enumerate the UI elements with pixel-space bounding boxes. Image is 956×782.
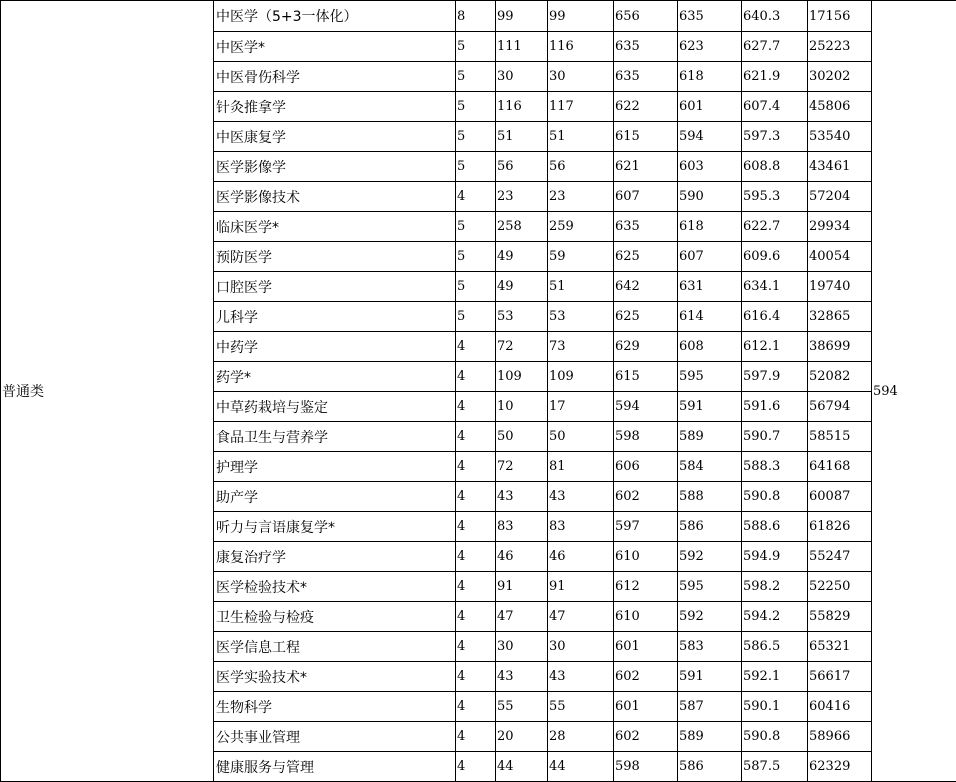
min-cell: 583 (678, 632, 742, 662)
admitted-cell: 259 (548, 212, 614, 242)
min-cell: 601 (678, 92, 742, 122)
category-cell: 普通类 (1, 1, 214, 782)
admitted-cell: 44 (548, 752, 614, 782)
years-cell: 5 (456, 212, 496, 242)
max-cell: 606 (614, 452, 678, 482)
avg-cell: 587.5 (742, 752, 808, 782)
table-row (1, 1, 956, 32)
max-cell: 612 (614, 572, 678, 602)
max-cell: 629 (614, 332, 678, 362)
years-cell: 4 (456, 632, 496, 662)
admitted-cell: 51 (548, 272, 614, 302)
rank-cell: 56617 (808, 662, 872, 692)
min-cell: 586 (678, 512, 742, 542)
admitted-cell: 17 (548, 392, 614, 422)
years-cell: 4 (456, 452, 496, 482)
max-cell: 602 (614, 662, 678, 692)
max-cell: 621 (614, 152, 678, 182)
plan-cell: 53 (496, 302, 548, 332)
max-cell: 635 (614, 32, 678, 62)
rank-cell: 32865 (808, 302, 872, 332)
admitted-cell: 50 (548, 422, 614, 452)
major-cell: 中医学* (214, 32, 456, 62)
max-cell: 615 (614, 122, 678, 152)
rank-cell: 60416 (808, 692, 872, 722)
plan-cell: 83 (496, 512, 548, 542)
plan-cell: 10 (496, 392, 548, 422)
rank-cell: 29934 (808, 212, 872, 242)
avg-cell: 594.9 (742, 542, 808, 572)
admitted-cell: 53 (548, 302, 614, 332)
plan-cell: 72 (496, 452, 548, 482)
years-cell: 4 (456, 362, 496, 392)
years-cell: 5 (456, 62, 496, 92)
years-cell: 4 (456, 752, 496, 782)
min-cell: 607 (678, 242, 742, 272)
plan-cell: 111 (496, 32, 548, 62)
plan-cell: 116 (496, 92, 548, 122)
admitted-cell: 55 (548, 692, 614, 722)
min-cell: 595 (678, 362, 742, 392)
major-cell: 针灸推拿学 (214, 92, 456, 122)
rank-cell: 19740 (808, 272, 872, 302)
rank-cell: 52082 (808, 362, 872, 392)
avg-cell: 586.5 (742, 632, 808, 662)
avg-cell: 592.1 (742, 662, 808, 692)
years-cell: 4 (456, 692, 496, 722)
max-cell: 607 (614, 182, 678, 212)
admitted-cell: 51 (548, 122, 614, 152)
avg-cell: 597.9 (742, 362, 808, 392)
min-cell: 631 (678, 272, 742, 302)
max-cell: 610 (614, 542, 678, 572)
plan-cell: 99 (496, 1, 548, 32)
max-cell: 622 (614, 92, 678, 122)
years-cell: 5 (456, 122, 496, 152)
avg-cell: 627.7 (742, 32, 808, 62)
max-cell: 598 (614, 422, 678, 452)
major-cell: 中医骨伤科学 (214, 62, 456, 92)
table-body (1, 1, 956, 782)
major-cell: 医学信息工程 (214, 632, 456, 662)
max-cell: 602 (614, 722, 678, 752)
plan-cell: 72 (496, 332, 548, 362)
max-cell: 610 (614, 602, 678, 632)
plan-cell: 91 (496, 572, 548, 602)
plan-cell: 49 (496, 242, 548, 272)
major-cell: 护理学 (214, 452, 456, 482)
plan-cell: 56 (496, 152, 548, 182)
avg-cell: 607.4 (742, 92, 808, 122)
admitted-cell: 30 (548, 62, 614, 92)
major-cell: 中医学（5+3一体化） (214, 1, 456, 32)
max-cell: 594 (614, 392, 678, 422)
years-cell: 5 (456, 92, 496, 122)
rank-cell: 65321 (808, 632, 872, 662)
min-cell: 587 (678, 692, 742, 722)
max-cell: 642 (614, 272, 678, 302)
admitted-cell: 73 (548, 332, 614, 362)
admitted-cell: 23 (548, 182, 614, 212)
avg-cell: 608.8 (742, 152, 808, 182)
major-cell: 健康服务与管理 (214, 752, 456, 782)
years-cell: 4 (456, 662, 496, 692)
major-cell: 食品卫生与营养学 (214, 422, 456, 452)
rank-cell: 25223 (808, 32, 872, 62)
major-cell: 中药学 (214, 332, 456, 362)
rank-cell: 55829 (808, 602, 872, 632)
min-cell: 635 (678, 1, 742, 32)
max-cell: 635 (614, 62, 678, 92)
avg-cell: 591.6 (742, 392, 808, 422)
max-cell: 635 (614, 212, 678, 242)
rank-cell: 45806 (808, 92, 872, 122)
plan-cell: 30 (496, 632, 548, 662)
rank-cell: 62329 (808, 752, 872, 782)
plan-cell: 23 (496, 182, 548, 212)
rank-cell: 52250 (808, 572, 872, 602)
admitted-cell: 28 (548, 722, 614, 752)
admitted-cell: 47 (548, 602, 614, 632)
avg-cell: 640.3 (742, 1, 808, 32)
avg-cell: 621.9 (742, 62, 808, 92)
avg-cell: 590.8 (742, 482, 808, 512)
plan-cell: 51 (496, 122, 548, 152)
rank-cell: 58515 (808, 422, 872, 452)
years-cell: 4 (456, 332, 496, 362)
plan-cell: 20 (496, 722, 548, 752)
admitted-cell: 83 (548, 512, 614, 542)
min-cell: 588 (678, 482, 742, 512)
major-cell: 药学* (214, 362, 456, 392)
min-cell: 603 (678, 152, 742, 182)
major-cell: 生物科学 (214, 692, 456, 722)
years-cell: 8 (456, 1, 496, 32)
major-cell: 中医康复学 (214, 122, 456, 152)
plan-cell: 43 (496, 482, 548, 512)
major-cell: 医学检验技术* (214, 572, 456, 602)
years-cell: 5 (456, 242, 496, 272)
admitted-cell: 43 (548, 662, 614, 692)
min-cell: 594 (678, 122, 742, 152)
min-cell: 618 (678, 212, 742, 242)
admitted-cell: 117 (548, 92, 614, 122)
min-cell: 592 (678, 602, 742, 632)
min-cell: 589 (678, 722, 742, 752)
rank-cell: 60087 (808, 482, 872, 512)
admitted-cell: 116 (548, 32, 614, 62)
major-cell: 中草药栽培与鉴定 (214, 392, 456, 422)
major-cell: 口腔医学 (214, 272, 456, 302)
major-cell: 助产学 (214, 482, 456, 512)
avg-cell: 590.1 (742, 692, 808, 722)
min-cell: 584 (678, 452, 742, 482)
min-cell: 623 (678, 32, 742, 62)
rank-cell: 43461 (808, 152, 872, 182)
min-cell: 595 (678, 572, 742, 602)
years-cell: 4 (456, 572, 496, 602)
plan-cell: 49 (496, 272, 548, 302)
rank-cell: 17156 (808, 1, 872, 32)
years-cell: 5 (456, 302, 496, 332)
plan-cell: 44 (496, 752, 548, 782)
admitted-cell: 91 (548, 572, 614, 602)
admitted-cell: 46 (548, 542, 614, 572)
years-cell: 4 (456, 182, 496, 212)
major-cell: 医学影像学 (214, 152, 456, 182)
major-cell: 临床医学* (214, 212, 456, 242)
rank-cell: 38699 (808, 332, 872, 362)
avg-cell: 588.6 (742, 512, 808, 542)
plan-cell: 55 (496, 692, 548, 722)
max-cell: 598 (614, 752, 678, 782)
admitted-cell: 43 (548, 482, 614, 512)
control-line-cell: 594 (872, 1, 956, 782)
rank-cell: 55247 (808, 542, 872, 572)
major-cell: 医学实验技术* (214, 662, 456, 692)
avg-cell: 616.4 (742, 302, 808, 332)
major-cell: 医学影像技术 (214, 182, 456, 212)
min-cell: 591 (678, 392, 742, 422)
rank-cell: 30202 (808, 62, 872, 92)
rank-cell: 57204 (808, 182, 872, 212)
admitted-cell: 81 (548, 452, 614, 482)
min-cell: 589 (678, 422, 742, 452)
admitted-cell: 56 (548, 152, 614, 182)
years-cell: 4 (456, 482, 496, 512)
min-cell: 592 (678, 542, 742, 572)
rank-cell: 53540 (808, 122, 872, 152)
avg-cell: 595.3 (742, 182, 808, 212)
rank-cell: 64168 (808, 452, 872, 482)
min-cell: 608 (678, 332, 742, 362)
avg-cell: 597.3 (742, 122, 808, 152)
plan-cell: 109 (496, 362, 548, 392)
admitted-cell: 99 (548, 1, 614, 32)
min-cell: 591 (678, 662, 742, 692)
admitted-cell: 109 (548, 362, 614, 392)
major-cell: 公共事业管理 (214, 722, 456, 752)
avg-cell: 622.7 (742, 212, 808, 242)
max-cell: 615 (614, 362, 678, 392)
years-cell: 4 (456, 542, 496, 572)
plan-cell: 46 (496, 542, 548, 572)
major-cell: 卫生检验与检疫 (214, 602, 456, 632)
years-cell: 4 (456, 392, 496, 422)
rank-cell: 56794 (808, 392, 872, 422)
min-cell: 586 (678, 752, 742, 782)
max-cell: 602 (614, 482, 678, 512)
major-cell: 康复治疗学 (214, 542, 456, 572)
plan-cell: 50 (496, 422, 548, 452)
avg-cell: 594.2 (742, 602, 808, 632)
plan-cell: 30 (496, 62, 548, 92)
max-cell: 597 (614, 512, 678, 542)
min-cell: 614 (678, 302, 742, 332)
avg-cell: 590.8 (742, 722, 808, 752)
rank-cell: 61826 (808, 512, 872, 542)
years-cell: 4 (456, 512, 496, 542)
admitted-cell: 30 (548, 632, 614, 662)
avg-cell: 588.3 (742, 452, 808, 482)
avg-cell: 612.1 (742, 332, 808, 362)
max-cell: 656 (614, 1, 678, 32)
rank-cell: 58966 (808, 722, 872, 752)
avg-cell: 634.1 (742, 272, 808, 302)
min-cell: 590 (678, 182, 742, 212)
plan-cell: 258 (496, 212, 548, 242)
max-cell: 601 (614, 632, 678, 662)
max-cell: 625 (614, 242, 678, 272)
min-cell: 618 (678, 62, 742, 92)
major-cell: 听力与言语康复学* (214, 512, 456, 542)
major-cell: 儿科学 (214, 302, 456, 332)
years-cell: 5 (456, 32, 496, 62)
rank-cell: 40054 (808, 242, 872, 272)
years-cell: 4 (456, 602, 496, 632)
plan-cell: 43 (496, 662, 548, 692)
plan-cell: 47 (496, 602, 548, 632)
years-cell: 4 (456, 422, 496, 452)
avg-cell: 609.6 (742, 242, 808, 272)
max-cell: 601 (614, 692, 678, 722)
years-cell: 5 (456, 272, 496, 302)
major-cell: 预防医学 (214, 242, 456, 272)
avg-cell: 598.2 (742, 572, 808, 602)
avg-cell: 590.7 (742, 422, 808, 452)
years-cell: 5 (456, 152, 496, 182)
max-cell: 625 (614, 302, 678, 332)
admitted-cell: 59 (548, 242, 614, 272)
years-cell: 4 (456, 722, 496, 752)
